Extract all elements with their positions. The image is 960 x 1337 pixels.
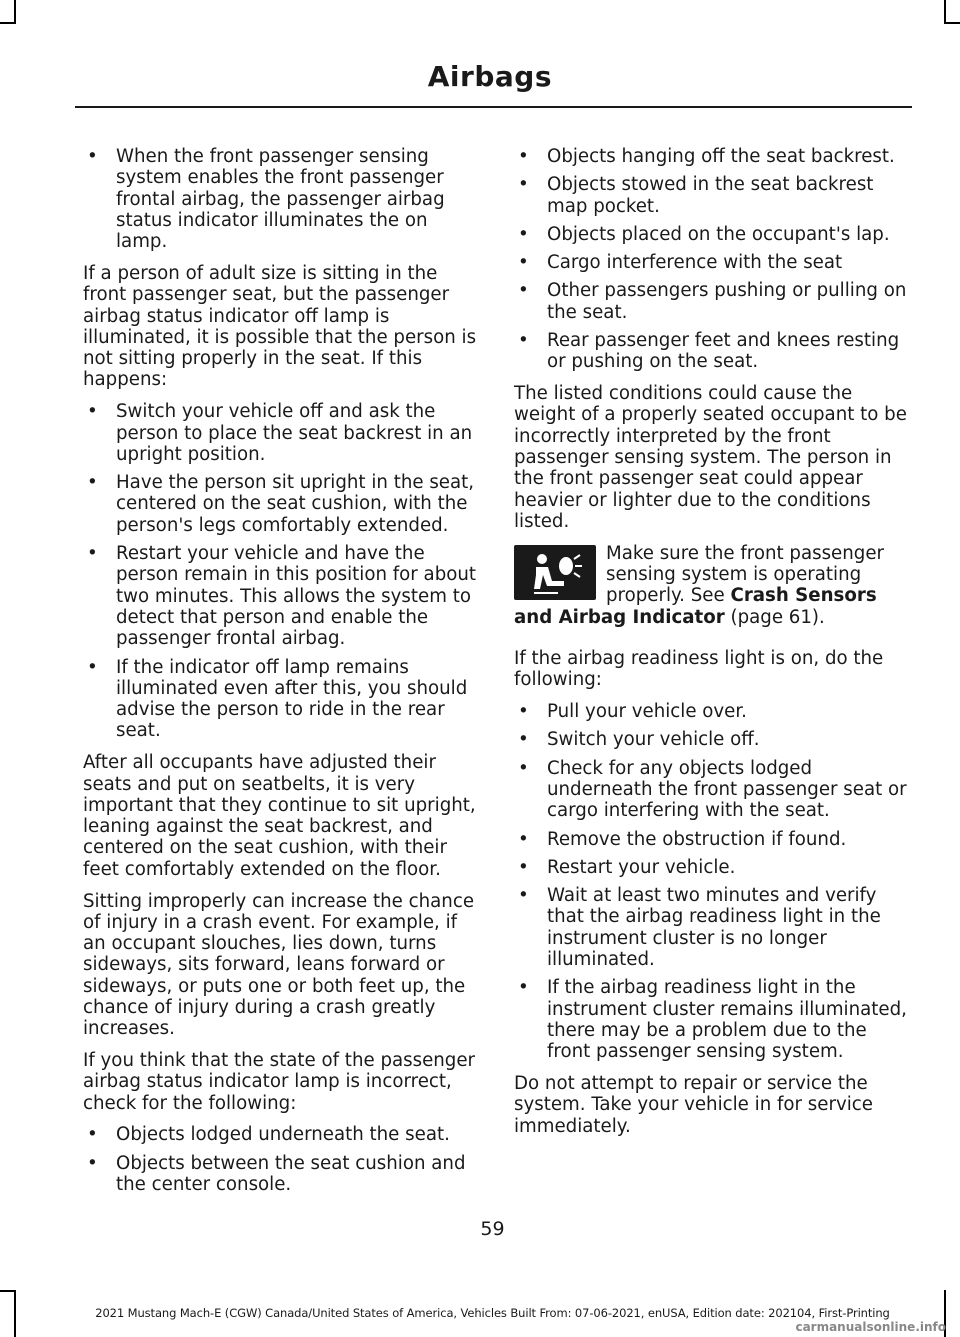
list-item-text: Objects placed on the occupant's lap. <box>547 223 890 245</box>
bullet-list <box>514 701 910 1062</box>
bullet: • <box>87 146 98 167</box>
list-item <box>83 543 478 649</box>
warning-block <box>514 543 910 628</box>
list-item <box>514 829 910 850</box>
paragraph: If you think that the state of the passenger airbag status indicator lamp is incorrect, check for the following: <box>83 1050 476 1114</box>
list-item <box>514 729 910 750</box>
list-item-text: If the indicator off lamp remains illuminated even after this, you should advise the person to ride in the rear seat. <box>116 656 468 742</box>
crop-mark <box>0 22 16 24</box>
list-item <box>514 280 910 323</box>
list-item <box>514 977 910 1062</box>
bullet: • <box>87 543 98 565</box>
crop-mark <box>14 0 16 22</box>
paragraph: After all occupants have adjusted their seats and put on seatbelts, it is very important that they continue to sit upright, leaning against the seat backrest, and centered on the seat cushion, with their feet comfortably extended on the floor. <box>83 752 476 880</box>
bullet: • <box>518 223 529 245</box>
paragraph: If the airbag readiness light is on, do the following: <box>514 647 884 691</box>
bullet: • <box>518 885 529 907</box>
list-item-text: Switch your vehicle off. <box>547 729 760 751</box>
bullet: • <box>518 252 529 274</box>
list-item <box>514 857 910 878</box>
list-item-text: Objects lodged underneath the seat. <box>116 1124 450 1146</box>
list-item <box>83 1124 478 1145</box>
list-item-text: Objects hanging off the seat backrest. <box>547 146 895 167</box>
list-item <box>83 146 478 252</box>
bullet: • <box>518 977 529 999</box>
paragraph: If a person of adult size is sitting in the front passenger seat, but the passenger airbag status indicator off lamp is illuminated, it is possible that the person is not sitting properly in the seat. If this happens: <box>83 262 477 391</box>
list-item-text: Remove the obstruction if found. <box>547 828 847 850</box>
list-item-text: Other passengers pushing or pulling on the seat. <box>547 280 907 323</box>
crash-sensors-link[interactable]: Crash Sensors and Airbag Indicator <box>514 585 877 628</box>
list-item-text: Cargo interference with the seat <box>547 252 843 274</box>
bullet: • <box>518 757 529 779</box>
bullet: • <box>87 1124 98 1146</box>
bullet: • <box>87 1152 98 1174</box>
bullet: • <box>518 330 529 352</box>
list-item <box>83 1153 478 1196</box>
list-item-text: Restart your vehicle. <box>547 856 736 878</box>
list-item-text: Have the person sit upright in the seat, centered on the seat cushion, with the person's legs comfortably extended. <box>116 472 475 536</box>
list-item-text: Switch your vehicle off and ask the person to place the seat backrest in an upright position. <box>116 401 473 465</box>
bullet: • <box>518 280 529 302</box>
list-item <box>514 146 910 167</box>
left-column <box>83 146 478 1206</box>
airbag-warning-icon <box>514 545 596 600</box>
list-item-text: Objects stowed in the seat backrest map pocket. <box>547 174 874 217</box>
bullet: • <box>518 729 529 751</box>
list-item <box>514 252 910 273</box>
page-number: 59 <box>480 1218 505 1240</box>
crop-mark <box>0 1290 16 1292</box>
header-divider <box>75 106 912 108</box>
right-column <box>514 146 910 1147</box>
list-item <box>514 758 910 822</box>
bullet: • <box>518 146 529 167</box>
bullet-list <box>83 146 478 252</box>
list-item <box>514 330 910 373</box>
bullet-list <box>83 401 478 741</box>
paragraph: The listed conditions could cause the weight of a properly seated occupant to be incorrectly interpreted by the front passenger sensing system. The person in the front passenger seat could appear heavier or lighter due to the conditions listed. <box>514 383 907 532</box>
crop-mark <box>944 0 946 22</box>
list-item <box>83 401 478 465</box>
paragraph: Do not attempt to repair or service the system. Take your vehicle in for service immediately. <box>514 1072 873 1137</box>
bullet-list <box>514 146 910 373</box>
bullet: • <box>87 472 98 494</box>
bullet: • <box>518 701 529 723</box>
list-item <box>514 885 910 970</box>
bullet-list <box>83 1124 478 1195</box>
footer-text: 2021 Mustang Mach-E (CGW) Canada/United States of America, Vehicles Built From: 07-06-2021, enUSA, Edition date: 202104, First-Printing <box>95 1306 890 1320</box>
bullet: • <box>87 656 98 678</box>
bullet: • <box>87 401 98 423</box>
list-item-text: If the airbag readiness light in the instrument cluster remains illuminated, there may be a problem due to the front passenger sensing system. <box>547 977 907 1063</box>
list-item-text: Rear passenger feet and knees resting or pushing on the seat. <box>547 330 900 373</box>
warning-text: Make sure the front passenger sensing system is operating properly. See <box>606 542 884 607</box>
list-item <box>83 472 478 536</box>
list-item-text: When the front passenger sensing system enables the front passenger frontal airbag, the passenger airbag status indicator illuminates the on lamp. <box>116 146 445 253</box>
list-item <box>83 657 478 742</box>
list-item <box>514 224 910 245</box>
page-title: Airbags <box>427 60 552 93</box>
paragraph: Sitting improperly can increase the chance of injury in a crash event. For example, if an occupant slouches, lies down, turns sideways, sits forward, leans forward or sideways, or puts one or both feet up, the chance of injury during a crash greatly increases. <box>83 890 475 1040</box>
list-item-text: Check for any objects lodged underneath the front passenger seat or cargo interfering with the seat. <box>547 757 907 822</box>
list-item-text: Objects between the seat cushion and the center console. <box>116 1152 466 1196</box>
crop-mark <box>944 22 960 24</box>
list-item-text: Wait at least two minutes and verify that the airbag readiness light in the instrument cluster is no longer illuminated. <box>547 885 881 970</box>
list-item <box>514 701 910 722</box>
list-item-text: Restart your vehicle and have the person remain in this position for about two minutes. This allows the system to detect that person and enable the passenger frontal airbag. <box>116 543 477 650</box>
bullet: • <box>518 856 529 878</box>
page-reference: (page 61). <box>730 606 825 628</box>
list-item <box>514 174 910 217</box>
watermark: carmanualsonline.info <box>795 1320 946 1334</box>
bullet: • <box>518 828 529 850</box>
bullet: • <box>518 174 529 196</box>
list-item-text: Pull your vehicle over. <box>547 701 747 723</box>
